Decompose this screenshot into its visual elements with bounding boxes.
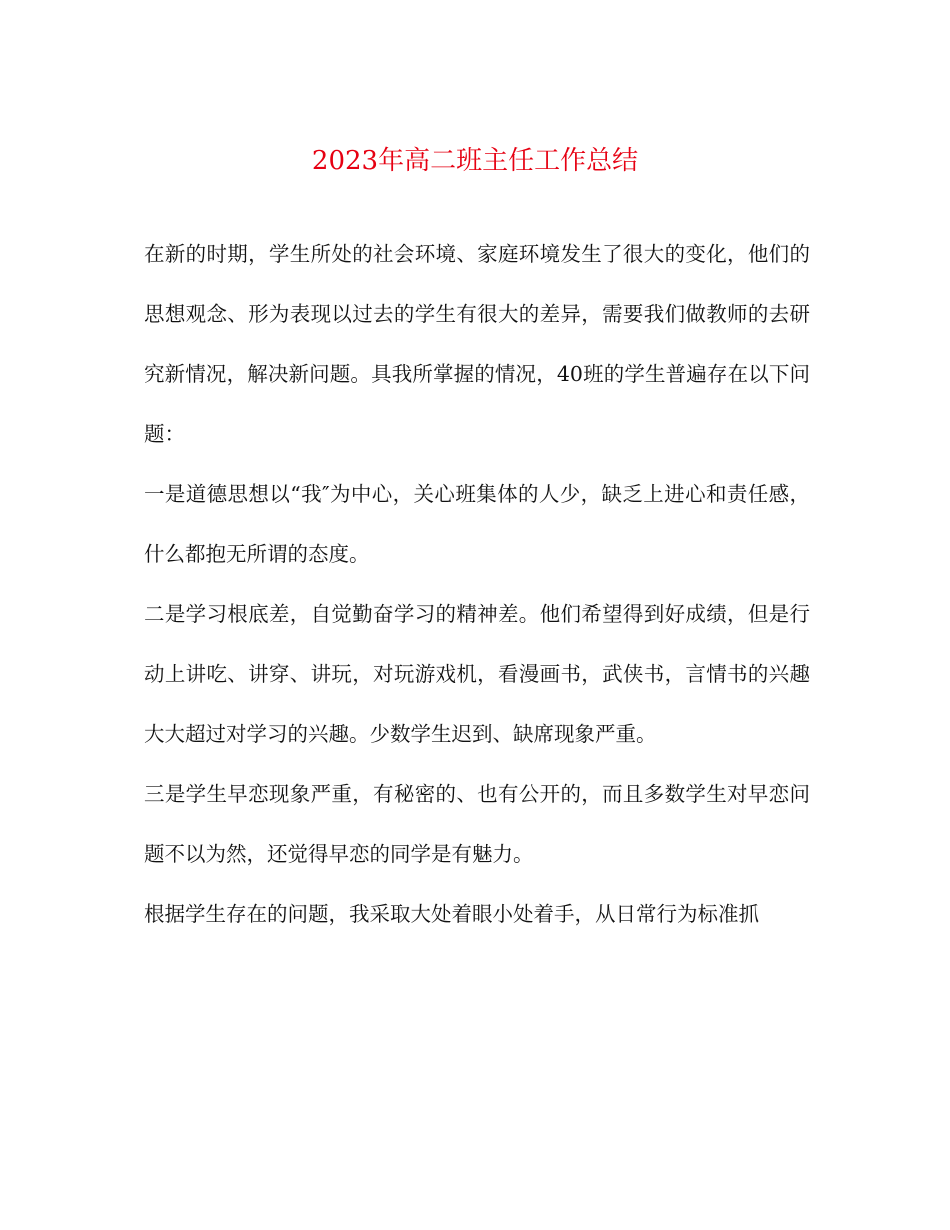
paragraph-problem-two: 二是学习根底差，自觉勤奋学习的精神差。他们希望得到好成绩，但是行动上讲吃、讲穿、讲玩，对玩游戏机，看漫画书，武侠书，言情书的兴趣大大超过对学习的兴趣。少数学生迟到、缺席现象严重。: [144, 602, 810, 746]
paragraph-problem-three: 三是学生早恋现象严重，有秘密的、也有公开的，而且多数学生对早恋问题不以为然，还觉得早恋的同学是有魅力。: [144, 782, 810, 866]
document-title: 2023年高二班主任工作总结: [311, 146, 639, 176]
paragraph-intro: 在新的时期，学生所处的社会环境、家庭环境发生了很大的变化，他们的思想观念、形为表现以过去的学生有很大的差异，需要我们做教师的去研究新情况，解决新问题。具我所掌握的情况，40班的学生普遍存在以下问题：: [144, 242, 810, 446]
paragraph-approach: 根据学生存在的问题，我采取大处着眼小处着手，从日常行为标准抓: [144, 902, 759, 926]
paragraph-problem-one: 一是道德思想以“我″为中心，关心班集体的人少，缺乏上进心和责任感，什么都抱无所谓的态度。: [144, 482, 810, 566]
document-body: [144, 224, 810, 944]
